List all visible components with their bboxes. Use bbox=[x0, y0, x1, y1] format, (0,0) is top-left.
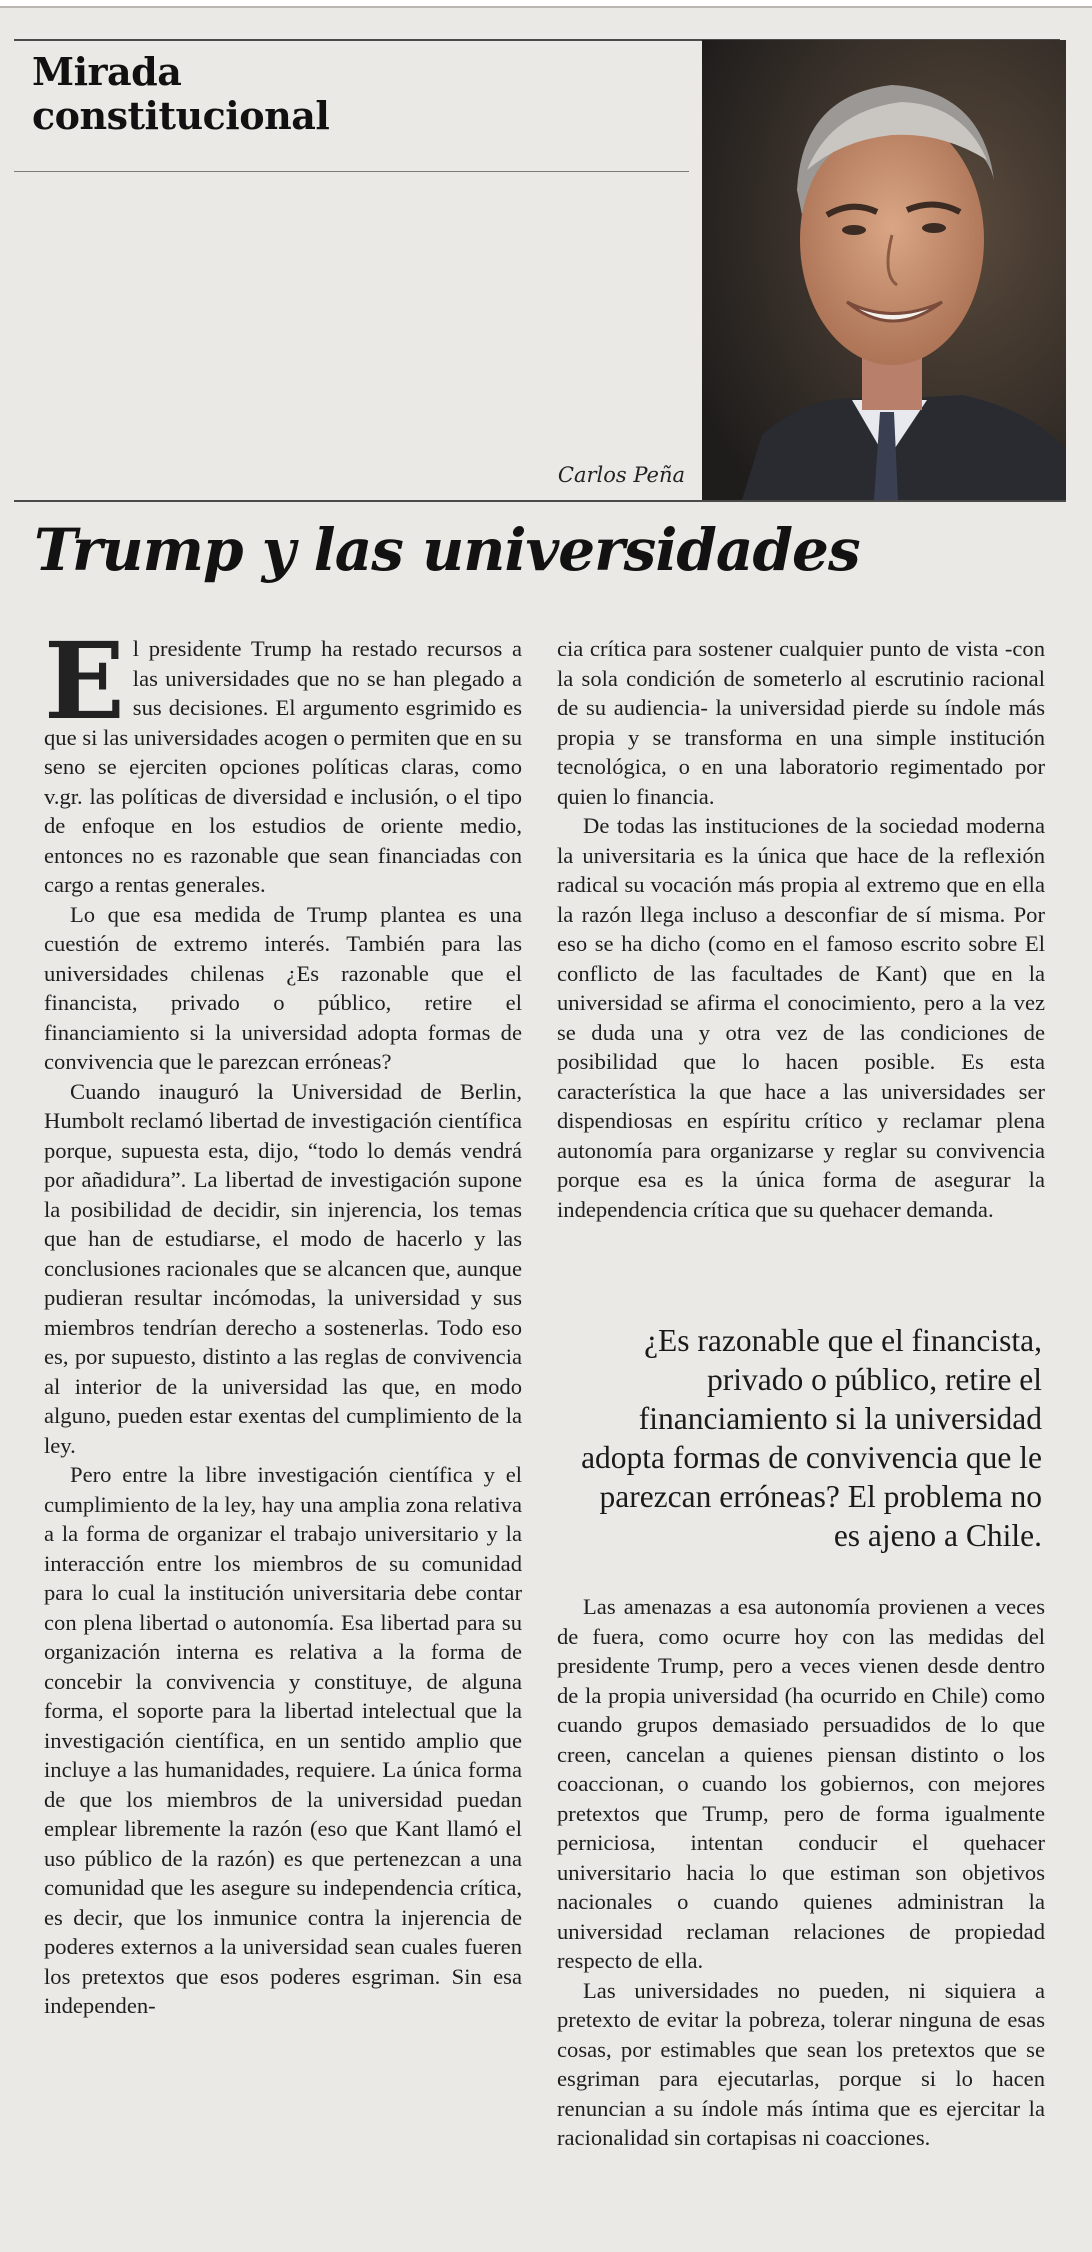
author-name: Carlos Peña bbox=[557, 463, 685, 487]
paragraph-2: Lo que esa medida de Trump plantea es una cuestión de extremo interés. También para las universidades chilenas ¿Es razonable que el financista, privado o público, retire el financiamiento si la universidad adopta formas de convivencia que le parezcan erróneas? bbox=[44, 901, 522, 1074]
header-bottom-rule bbox=[14, 500, 1066, 502]
paragraph-1-text: l presidente Trump ha restado recursos a las universidades que no se han plegado a sus decisiones. El argumento esgrimido es que si las universidades acogen o permiten que en su seno se ejerciten opciones políticas claras, como v.gr. las políticas de diversidad e inclusión, o el tipo de enfoque en los estudios de oriente medio, entonces no es razonable que sean financiadas con cargo a rentas generales. bbox=[44, 636, 522, 897]
section-title-line2: constitucional bbox=[32, 93, 330, 138]
paragraph-5: cia crítica para sostener cualquier punto de vista -con la sola condición de someterlo al escrutinio racional de su audiencia- la universidad pierde su índole más propia y se transforma en una simple institución tecnológica, o en una laboratorio regimentado por quien lo financia. bbox=[557, 636, 1045, 809]
right-column-bottom bbox=[557, 1592, 1045, 2153]
drop-cap: E bbox=[44, 618, 125, 743]
left-column bbox=[44, 618, 522, 2021]
author-photo bbox=[702, 40, 1066, 500]
paragraph-8: Las universidades no pueden, ni siquiera a pretexto de evitar la pobreza, tolerar ninguna de esas cosas, por estimables que sean los pretextos que se esgriman para ejecutarlas, porque si lo hacen renuncian a su índole más íntima que es ejercitar la racionalidad sin cortapisas ni coacciones. bbox=[557, 1977, 1045, 2150]
paragraph-6: De todas las instituciones de la sociedad moderna la universitaria es la única que hace de la reflexión radical su vocación más propia al extremo que en ella la razón llega incluso a desconfiar de sí misma. Por eso se ha dicho (como en el famoso escrito sobre El conflicto de las facultades de Kant) que en la universidad se afirma el conocimiento, pero a la vez se duda una y otra vez de las condiciones de posibilidad que lo hacen posible. Es esta característica la que hace a las universidades ser dispendiosas en espíritu crítico y reclamar plena autonomía para organizarse y reglar su convivencia porque esa es la única forma de asegurar la independencia crítica que su quehacer demanda. bbox=[557, 813, 1045, 1222]
paragraph-7: Las amenazas a esa autonomía provienen a veces de fuera, como ocurre hoy con las medidas del presidente Trump, pero a veces vienen desde dentro de la propia universidad (ha ocurrido en Chile) como cuando grupos demasiado persuadidos de lo que creen, cancelan a quienes piensan distinto o los coaccionan, o cuando los gobiernos, con mejores pretextos que Trump, pero de forma igualmente perniciosa, intentan conducir el quehacer universitario hacia lo que estiman son objetivos nacionales o cuando quienes administran la universidad reclaman relaciones de propiedad respecto de ella. bbox=[557, 1594, 1045, 1973]
section-title-line1: Mirada bbox=[32, 49, 182, 94]
article-headline: Trump y las universidades bbox=[34, 516, 860, 584]
top-strip bbox=[0, 0, 1092, 8]
author-portrait-image bbox=[702, 40, 1066, 500]
pull-quote: ¿Es razonable que el financista, privado o público, retire el financiamiento si la universidad adopta formas de convivencia que le parezcan erróneas? El problema no es ajeno a Chile. bbox=[581, 1323, 1042, 1553]
section-divider bbox=[14, 171, 689, 172]
paragraph-4: Pero entre la libre investigación científica y el cumplimiento de la ley, hay una amplia zona relativa a la forma de organizar el trabajo universitario y la interacción entre los miembros de su comunidad para lo cual la institución universitaria debe contar con plena libertad o autonomía. Esa libertad para su organización interna es relativa a la forma de concebir la convivencia y constituye, de alguna forma, el soporte para la libertad intelectual que la investigación científica, en un sentido amplio que incluye a las humanidades, requiere. La única forma de que los miembros de la universidad puedan emplear libremente la razón (eso que Kant llamó el uso público de la razón) es que pertenezcan a una comunidad que les asegure su independencia crítica, es decir, que los inmunice contra la injerencia de poderes externos a la universidad sean cuales fueren los pretextos que esos poderes esgriman. Sin esa independen- bbox=[44, 1462, 522, 2018]
section-title bbox=[32, 50, 632, 138]
paragraph-1 bbox=[44, 618, 522, 900]
paragraph-3: Cuando inauguró la Universidad de Berlin, Humbolt reclamó libertad de investigación científica porque, supuesta esta, dijo, “todo lo demás vendrá por añadidura”. La libertad de investigación supone la posibilidad de decidir, sin injerencia, los temas que han de estudiarse, el modo de hacerlo y las conclusiones racionales que se alcancen que, aunque pudieran resultar incómodas, la universidad y sus miembros tendrían derecho a sostenerlas. Todo eso es, por supuesto, distinto a las reglas de convivencia al interior de la universidad las que, en modo alguno, pueden estar exentas del cumplimiento de la ley. bbox=[44, 1078, 522, 1458]
right-column-top bbox=[557, 634, 1045, 1224]
